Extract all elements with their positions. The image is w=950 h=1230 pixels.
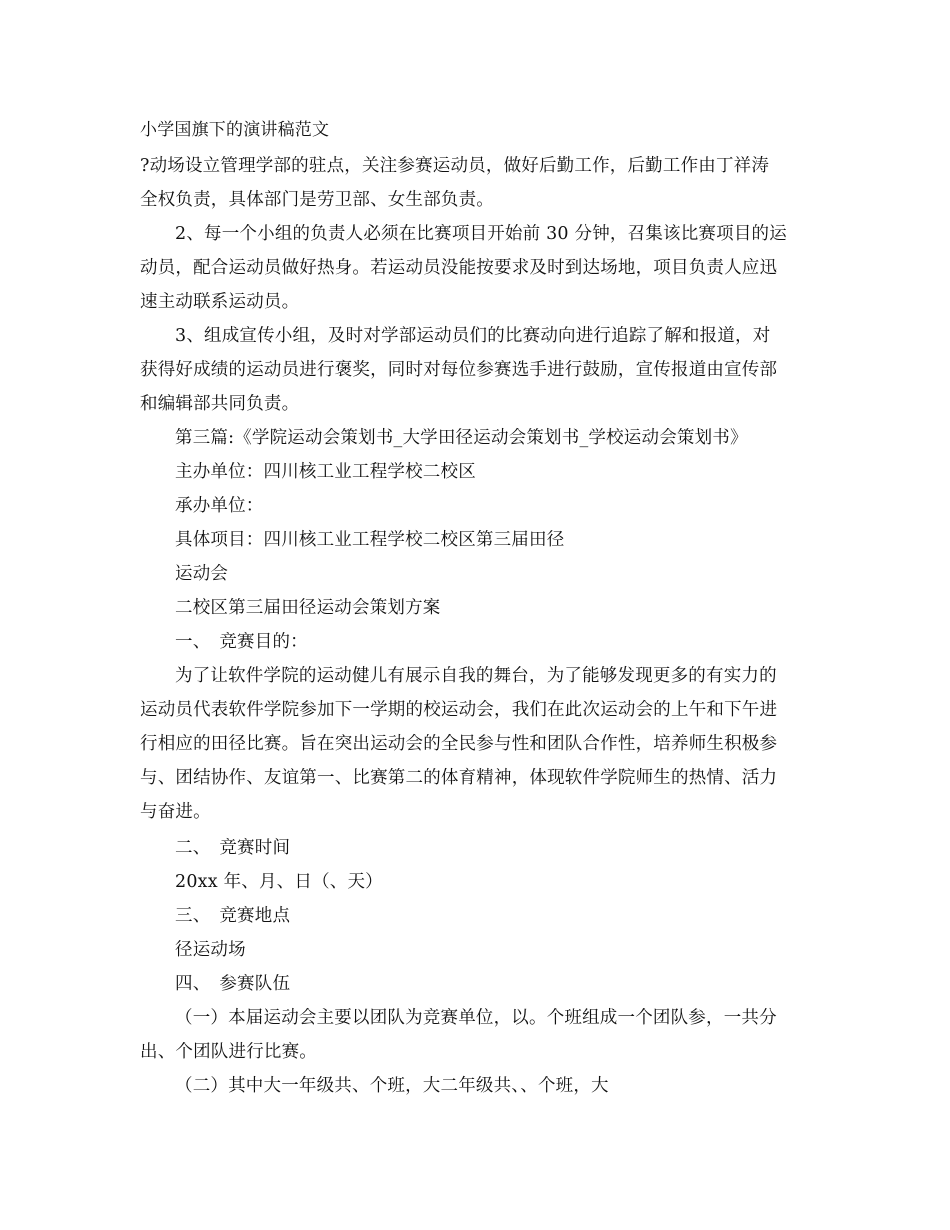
text-line: 获得好成绩的运动员进行褒奖，同时对每位参赛选手进行鼓励，宣传报道由宣传部 <box>140 360 778 380</box>
text-line: 二校区第三届田径运动会策划方案 <box>175 598 441 618</box>
text-line: 和编辑部共同负责。 <box>140 394 300 414</box>
text-line: 动员，配合运动员做好热身。若运动员没能按要求及时到达场地，项目负责人应迅 <box>140 258 778 278</box>
text-line: ?动场设立管理学部的驻点，关注参赛运动员，做好后勤工作，后勤工作由丁祥涛 <box>140 156 770 176</box>
text-line: 出、个团队进行比赛。 <box>140 1042 317 1062</box>
section-heading: 二、 竞赛时间 <box>175 838 291 858</box>
text-line: 速主动联系运动员。 <box>140 292 300 312</box>
text-line: 第三篇:《学院运动会策划书_大学田径运动会策划书_学校运动会策划书》 <box>175 428 748 448</box>
text-line: 与、团结协作、友谊第一、比赛第二的体育精神，体现软件学院师生的热情、活力 <box>140 768 778 788</box>
text-line: 主办单位：四川核工业工程学校二校区 <box>175 462 476 482</box>
text-line: 全权负责，具体部门是劳卫部、女生部负责。 <box>140 190 494 210</box>
section-heading: 三、 竞赛地点 <box>175 906 291 926</box>
text-line: （一）本届运动会主要以团队为竞赛单位，以。个班组成一个团队参，一共分 <box>175 1008 777 1028</box>
text-line: 运动会 <box>175 564 229 584</box>
text-line: 与奋进。 <box>140 802 211 822</box>
text-line: 3、组成宣传小组，及时对学部运动员们的比赛动向进行追踪了解和报道，对 <box>175 326 771 346</box>
text-line: 20xx 年、月、日（、天） <box>175 872 383 892</box>
text-line: 行相应的田径比赛。旨在突出运动会的全民参与性和团队合作性，培养师生积极参 <box>140 734 778 754</box>
text-line: 运动员代表软件学院参加下一学期的校运动会，我们在此次运动会的上午和下午进 <box>140 700 778 720</box>
section-heading: 一、 竞赛目的： <box>175 632 308 652</box>
text-line: 承办单位： <box>175 496 264 516</box>
text-line: （二）其中大一年级共、个班，大二年级共、、个班，大 <box>175 1076 609 1096</box>
text-line: 具体项目：四川核工业工程学校二校区第三届田径 <box>175 530 565 550</box>
document-title: 小学国旗下的演讲稿范文 <box>140 120 330 140</box>
section-heading: 四、 参赛队伍 <box>175 974 291 994</box>
text-line: 径运动场 <box>175 940 246 960</box>
text-line: 2、每一个小组的负责人必须在比赛项目开始前 30 分钟，召集该比赛项目的运 <box>175 224 787 244</box>
text-line: 为了让软件学院的运动健儿有展示自我的舞台，为了能够发现更多的有实力的 <box>175 666 777 686</box>
